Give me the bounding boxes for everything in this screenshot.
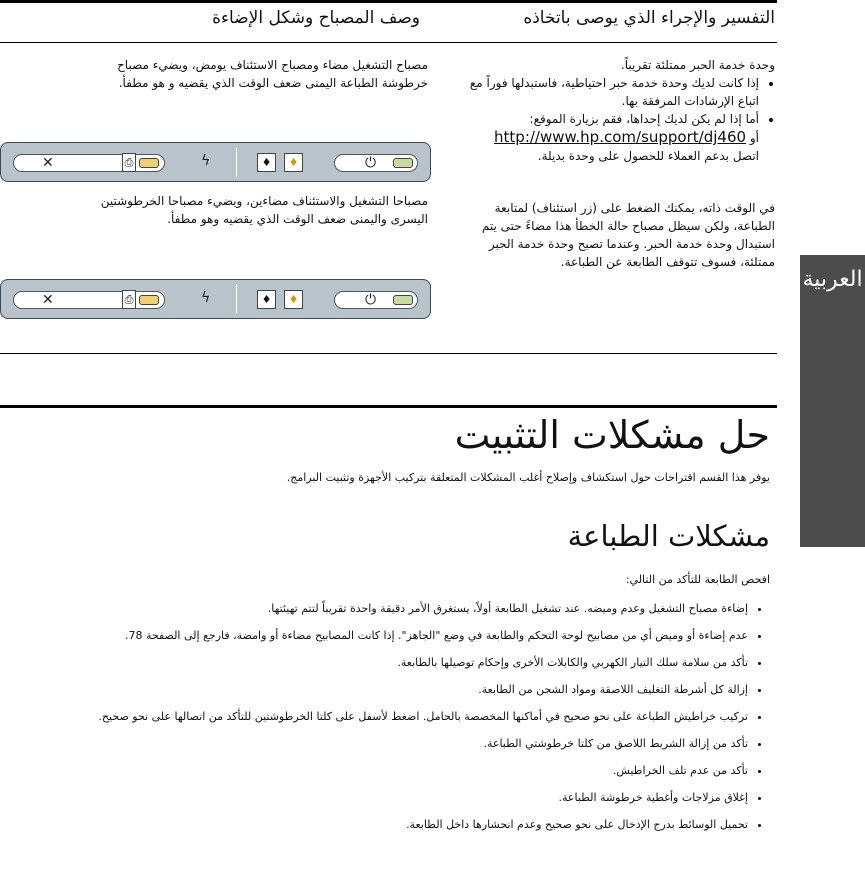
language-tab: العربية <box>800 255 865 547</box>
subsection-title: مشكلات الطباعة <box>567 519 770 553</box>
resume-lamp <box>139 295 159 305</box>
header-action: التفسير والإجراء الذي يوصى باتخاذه <box>523 8 775 28</box>
top-rule <box>0 0 777 3</box>
header-rule <box>0 42 777 43</box>
black-cartridge-icon: ♦ <box>257 153 276 172</box>
bolt-icon: ϟ <box>201 153 211 169</box>
resume-icon: ⎙ <box>122 290 136 309</box>
power-lamp <box>393 295 413 305</box>
table-bottom-rule <box>0 353 777 354</box>
check-item: • إغلاق مزلاجات وأغطية خرطوشة الطباعة. <box>0 784 748 811</box>
bolt-icon: ϟ <box>201 290 211 306</box>
check-item: • إضاءة مصباح التشغيل وعدم وميضه. عند تشغيل الطابعة أولاً، يستغرق الأمر دقيقة واحدة تقريباً لتتم تهيئتها. <box>0 595 748 622</box>
section-rule <box>0 405 777 408</box>
header-description: وصف المصباح وشكل الإضاءة <box>212 8 420 28</box>
color-cartridge-lamp-blinking: ♦ <box>284 290 303 309</box>
support-link[interactable]: http://www.hp.com/support/dj460 <box>494 128 747 146</box>
action-after-url: اتصل بدعم العملاء للحصول على وحدة بديلة. <box>537 149 759 163</box>
check-item: • عدم إضاءة أو وميض أي من مصابيح لوحة التحكم والطابعة في وضع "الجاهز". إذا كانت المصابيح مضاءة أو وامضة، فارجع إلى الصفحة 78. <box>0 622 748 649</box>
action-cell <box>455 56 775 271</box>
power-icon: ⏻ <box>365 292 377 308</box>
check-item: • تحميل الوسائط بدرج الإدخال على نحو صحيح وعدم انحشارها داخل الطابعة. <box>0 811 748 838</box>
check-item: • تأكد من إزالة الشريط اللاصق من كلتا خرطوشتي الطباعة. <box>0 730 748 757</box>
action-list <box>455 74 775 128</box>
check-item: • تركيب خراطيش الطباعة على نحو صحيح في أماكنها المخصصة بالحامل. اضغط لأسفل على كلتا الخرطوشتين للتأكد من اتصالها على نحو صحيح. <box>0 703 748 730</box>
cancel-icon: ✕ <box>42 155 54 171</box>
check-item: • تأكد من عدم تلف الخراطيش. <box>0 757 748 784</box>
checks-list <box>0 595 770 838</box>
checks-intro: افحص الطابعة للتأكد من التالي: <box>625 573 770 586</box>
resume-lamp-blinking <box>139 158 159 168</box>
action-note: في الوقت ذاته، يمكنك الضغط على (زر استئناف) لمتابعة الطباعة، ولكن سيظل مصباح حالة الخطأ هذا مضاءً حتى يتم استبدال وحدة خدمة الحبر. وعندما تصبح وحدة خدمة الحبر ممتلئة، فسوف تتوقف الطابعة عن الطباعة. <box>481 201 775 269</box>
cancel-icon: ✕ <box>42 292 54 308</box>
control-panel-1 <box>0 142 431 182</box>
action-intro: وحدة خدمة الحبر ممتلئة تقريباً. <box>620 58 775 72</box>
section-title: حل مشكلات التثبيت <box>454 413 770 457</box>
row2-description: مصباحا التشغيل والاستئناف مضاءين، ويضيء مصباحا الخرطوشتين اليسرى واليمنى ضعف الوقت الذي يقضيه وهو مطفأ. <box>100 194 428 226</box>
color-cartridge-lamp-blinking: ♦ <box>284 153 303 172</box>
check-item: • تأكد من سلامة سلك التيار الكهربي والكابلات الأخرى وإحكام توصيلها بالطابعة. <box>0 649 748 676</box>
power-icon: ⏻ <box>365 155 377 171</box>
action-item: • إذا كانت لديك وحدة خدمة حبر احتياطية، فاستبدلها فوراً مع اتباع الإرشادات المرفقة بها. <box>455 74 759 110</box>
action-item: • أما إذا لم يكن لديك إحداها، فقم بزيارة الموقع: <box>455 110 759 128</box>
resume-icon: ⎙ <box>122 153 136 172</box>
power-lamp <box>393 158 413 168</box>
section-intro: يوفر هذا القسم اقتراحات حول استكشاف وإصلاح أغلب المشكلات المتعلقة بتركيب الأجهزة وتثبيت البرامج. <box>286 471 770 484</box>
row1-description: مصباح التشغيل مضاء ومصباح الاستئناف يومض، ويضيء مصباح خرطوشة الطباعة اليمنى ضعف الوقت الذي يقضيه و هو مطفأ. <box>117 58 428 90</box>
url-suffix: أو <box>749 131 759 145</box>
control-panel-2 <box>0 279 431 319</box>
black-cartridge-icon: ♦ <box>257 290 276 309</box>
check-item: • إزالة كل أشرطة التغليف اللاصقة ومواد الشحن من الطابعة. <box>0 676 748 703</box>
